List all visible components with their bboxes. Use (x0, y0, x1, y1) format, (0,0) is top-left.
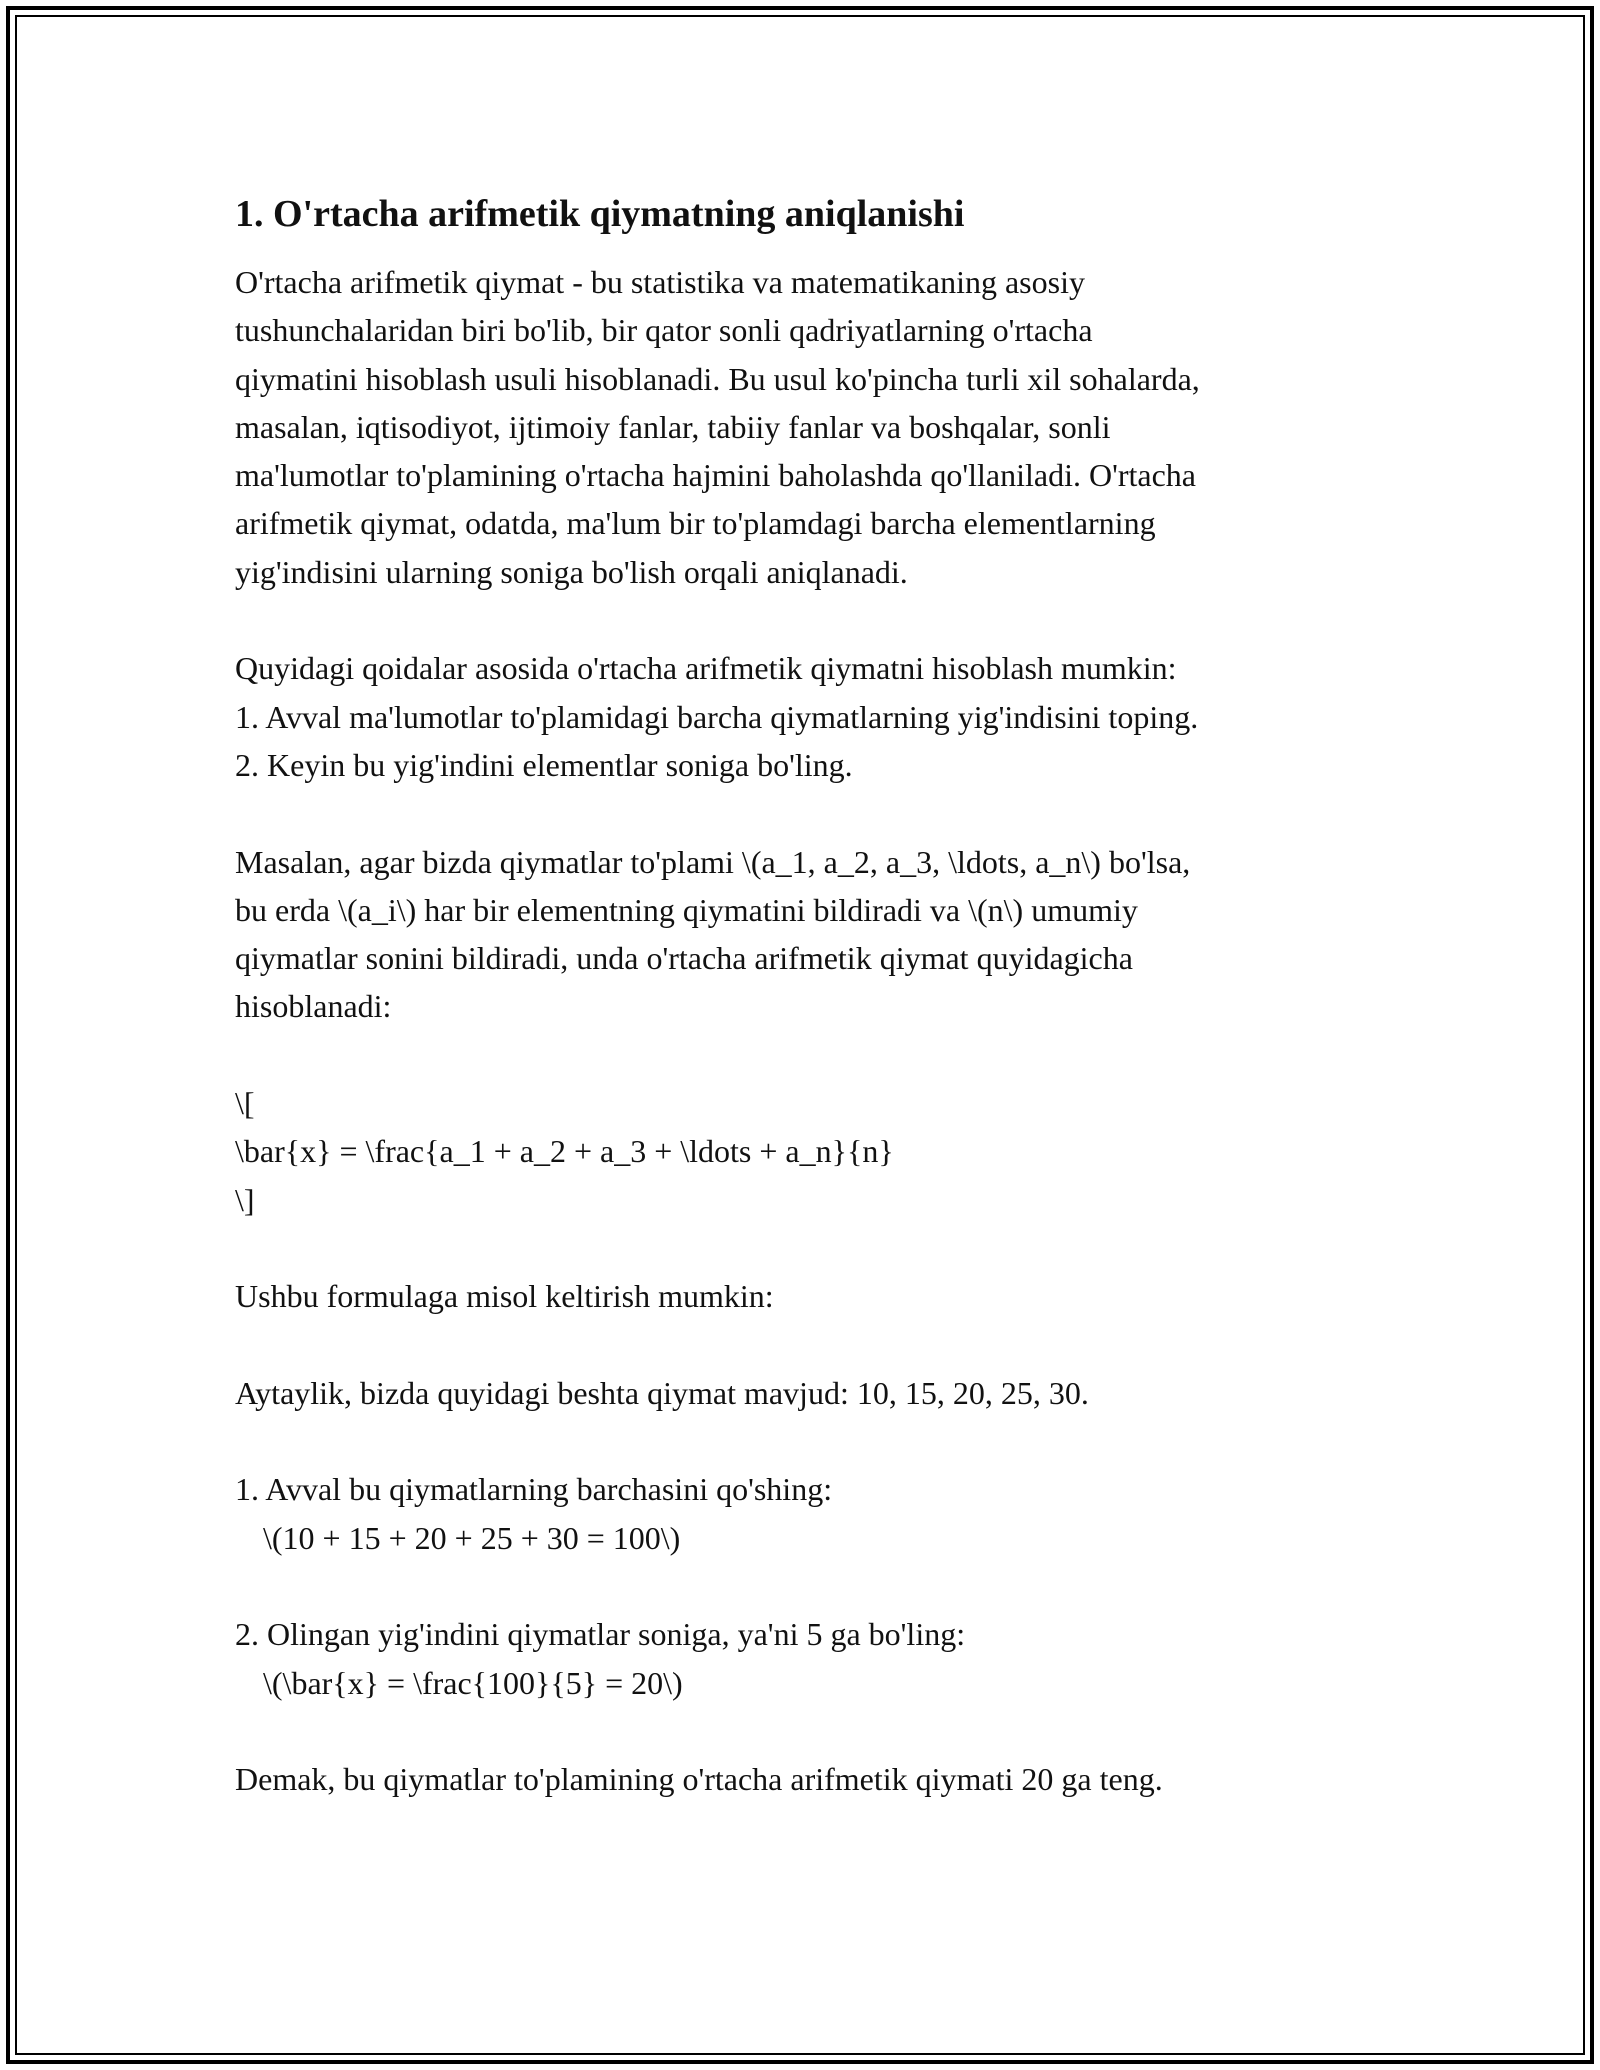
step-2-formula: \(\bar{x} = \frac{100}{5} = 20\) (263, 1664, 683, 1701)
rule-item-1: 1. Avval ma'lumotlar to'plamidagi barcha qiymatlarning yig'indisini toping. (235, 698, 1199, 735)
step-2: 2. Olingan yig'indini qiymatlar soniga, ya'ni 5 ga bo'ling: (235, 1616, 966, 1653)
step-1-formula: \(10 + 15 + 20 + 25 + 30 = 100\) (263, 1519, 681, 1556)
example-paragraph: Masalan, agar bizda qiymatlar to'plami \(a_1, a_2, a_3, \ldots, a_n\) bo'lsa, bu erda \(a_i\) har bir elementning qiymatini bildiradi va \(n\) umumiy qiymatlar sonini bildiradi, unda o'rtacha arifmetik qiymat quyidagicha hisoblanadi: (235, 843, 1191, 1025)
mean-formula: \bar{x} = \frac{a_1 + a_2 + a_3 + \ldots + a_n}{n} (235, 1133, 894, 1170)
intro-paragraph: O'rtacha arifmetik qiymat - bu statistika va matematikaning asosiy tushunchalaridan biri bo'lib, bir qator sonli qadriyatlarning o'rtacha qiymatini hisoblash usuli hisoblanadi. Bu usul ko'pincha turli xil sohalarda, masalan, iqtisodiyot, ijtimoiy fanlar, tabiiy fanlar va boshqalar, sonli ma'lumotlar to'plamining o'rtacha hajmini baholashda qo'llaniladi. O'rtacha arifmetik qiymat, odatda, ma'lum bir to'plamdagi barcha elementlarning yig'indisini ularning soniga bo'lish orqali aniqlanadi. (235, 264, 1200, 590)
formula-example-intro: Ushbu formulaga misol keltirish mumkin: (235, 1278, 774, 1315)
step-1: 1. Avval bu qiymatlarning barchasini qo'shing: (235, 1471, 833, 1508)
conclusion: Demak, bu qiymatlar to'plamining o'rtacha arifmetik qiymati 20 ga teng. (235, 1761, 1163, 1798)
values-statement: Aytaylik, bizda quyidagi beshta qiymat mavjud: 10, 15, 20, 25, 30. (235, 1374, 1089, 1411)
formula-close: \] (235, 1181, 255, 1218)
document-body (235, 188, 1375, 1804)
rule-item-2: 2. Keyin bu yig'indini elementlar soniga bo'ling. (235, 746, 853, 783)
formula-open: \[ (235, 1085, 255, 1122)
rules-intro: Quyidagi qoidalar asosida o'rtacha arifmetik qiymatni hisoblash mumkin: (235, 650, 1177, 687)
section-title: 1. O'rtacha arifmetik qiymatning aniqlanishi (235, 193, 965, 235)
